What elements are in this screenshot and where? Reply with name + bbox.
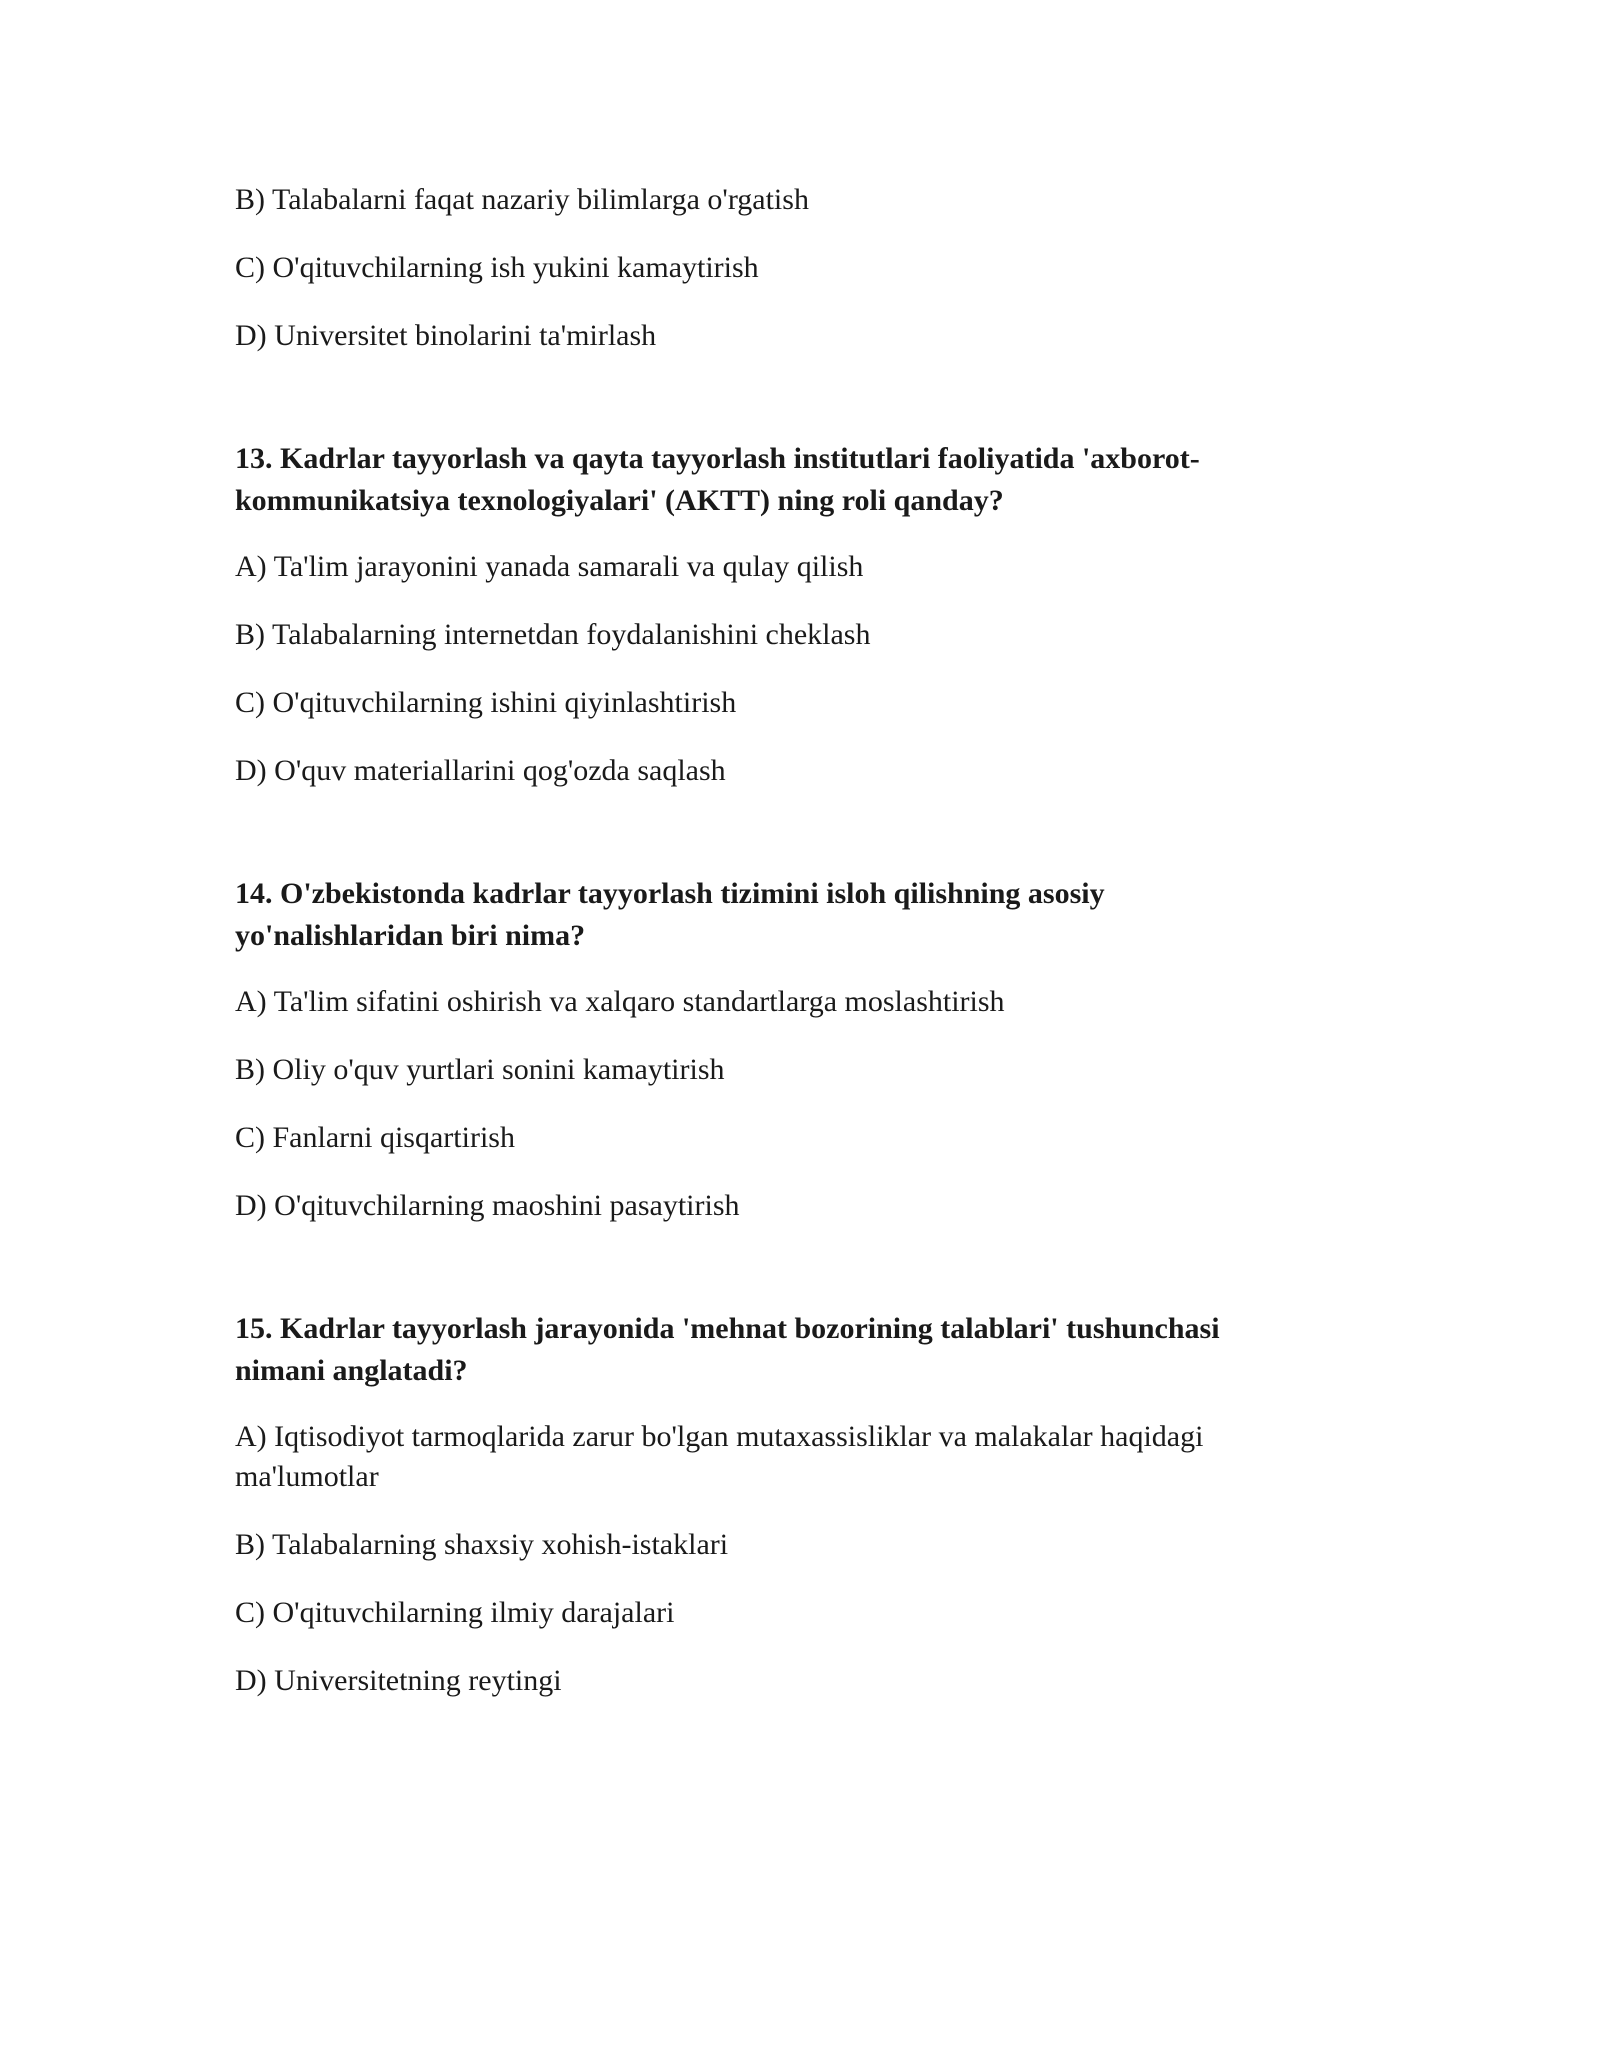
answer-option: C) O'qituvchilarning ishini qiyinlashtirish [235, 686, 737, 719]
question-15 [235, 1308, 1295, 1701]
document-content [235, 180, 1295, 1729]
answer-option: A) Ta'lim sifatini oshirish va xalqaro standartlarga moslashtirish [235, 985, 1005, 1018]
question-title: 14. O'zbekistonda kadrlar tayyorlash tizimini isloh qilishning asosiy yo'nalishlaridan biri nima? [235, 877, 1105, 952]
answer-option: C) O'qituvchilarning ilmiy darajalari [235, 1596, 675, 1629]
question-13 [235, 438, 1295, 791]
answer-option: B) Talabalarning internetdan foydalanishini cheklash [235, 618, 871, 651]
answer-option: C) Fanlarni qisqartirish [235, 1121, 515, 1154]
answer-option: B) Talabalarning shaxsiy xohish-istaklari [235, 1528, 729, 1561]
answer-option: D) Universitet binolarini ta'mirlash [235, 319, 657, 352]
answer-option: B) Oliy o'quv yurtlari sonini kamaytirish [235, 1053, 725, 1086]
answer-option: B) Talabalarni faqat nazariy bilimlarga o'rgatish [235, 183, 809, 216]
answer-option: C) O'qituvchilarning ish yukini kamaytirish [235, 251, 759, 284]
question-title: 15. Kadrlar tayyorlash jarayonida 'mehnat bozorining talablari' tushunchasi nimani anglatadi? [235, 1312, 1220, 1387]
answer-option: A) Ta'lim jarayonini yanada samarali va qulay qilish [235, 550, 864, 583]
question-title: 13. Kadrlar tayyorlash va qayta tayyorlash institutlari faoliyatida 'axborot-kommunikatsiya texnologiyalari' (AKTT) ning roli qanday? [235, 442, 1200, 517]
answer-option: D) O'qituvchilarning maoshini pasaytirish [235, 1189, 740, 1222]
answer-option: A) Iqtisodiyot tarmoqlarida zarur bo'lgan mutaxassisliklar va malakalar haqidagi ma'lumotlar [235, 1420, 1204, 1493]
answer-option: D) Universitetning reytingi [235, 1664, 562, 1697]
answer-option: D) O'quv materiallarini qog'ozda saqlash [235, 754, 726, 787]
question-14 [235, 873, 1295, 1226]
